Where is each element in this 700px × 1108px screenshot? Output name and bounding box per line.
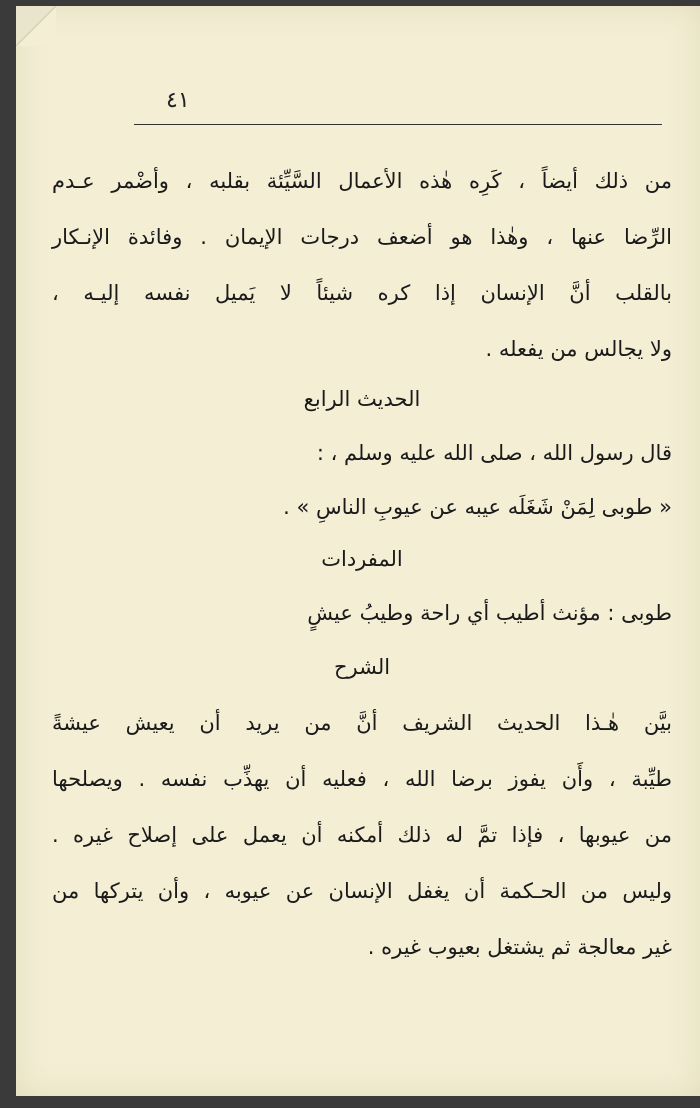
paragraph-1-line-2: الرِّضا عنها ، وهٰذا هو أضعف درجات الإيمان . وفائدة الإنـكار: [52, 225, 672, 249]
paragraph-1-line-3: بالقلب أنَّ الإنسان إذا كره شيئاً لا يَميل نفسه إليـه ،: [52, 281, 672, 305]
header-rule: [134, 124, 662, 125]
page-corner-fold: [16, 6, 56, 46]
paragraph-1-line-4: ولا يجالس من يفعله .: [485, 337, 672, 361]
vocabulary-entry: طوبى : مؤنث أطيب أي راحة وطيبُ عيشٍ: [307, 601, 672, 625]
paragraph-2-line-3: من عيوبها ، فإذا تمَّ له ذلك أمكنه أن يعمل على إصلاح غيره .: [52, 823, 672, 847]
vocabulary-heading: المفردات: [321, 547, 403, 571]
paragraph-2-line-5: غير معالجة ثم يشتغل بعيوب غيره .: [367, 935, 672, 959]
commentary-heading: الشرح: [333, 655, 391, 679]
paragraph-2-line-2: طيِّبة ، وأَن يفوز برضا الله ، فعليه أن يهذِّب نفسه . ويصلحها: [52, 767, 672, 791]
hadith-heading: الحديث الرابع: [303, 387, 421, 411]
hadith-intro: قال رسول الله ، صلى الله عليه وسلم ، :: [316, 441, 672, 465]
paragraph-2-line-4: وليس من الحـكمة أن يغفل الإنسان عن عيوبه ، وأن يتركها من: [52, 879, 672, 903]
hadith-text: « طوبى لِمَنْ شَغَلَه عيبه عن عيوبِ الناسِ » .: [283, 495, 672, 519]
book-page: [16, 6, 700, 1096]
paragraph-1-line-1: من ذلك أيضاً ، كَرِه هٰذه الأعمال السَّيِّئة بقلبه ، وأضْمر عـدم: [52, 169, 672, 193]
page-number: ٤١: [166, 88, 190, 113]
paragraph-2-line-1: بيَّن هٰـذا الحديث الشريف أنَّ من يريد أن يعيش عيشةً: [52, 711, 672, 735]
